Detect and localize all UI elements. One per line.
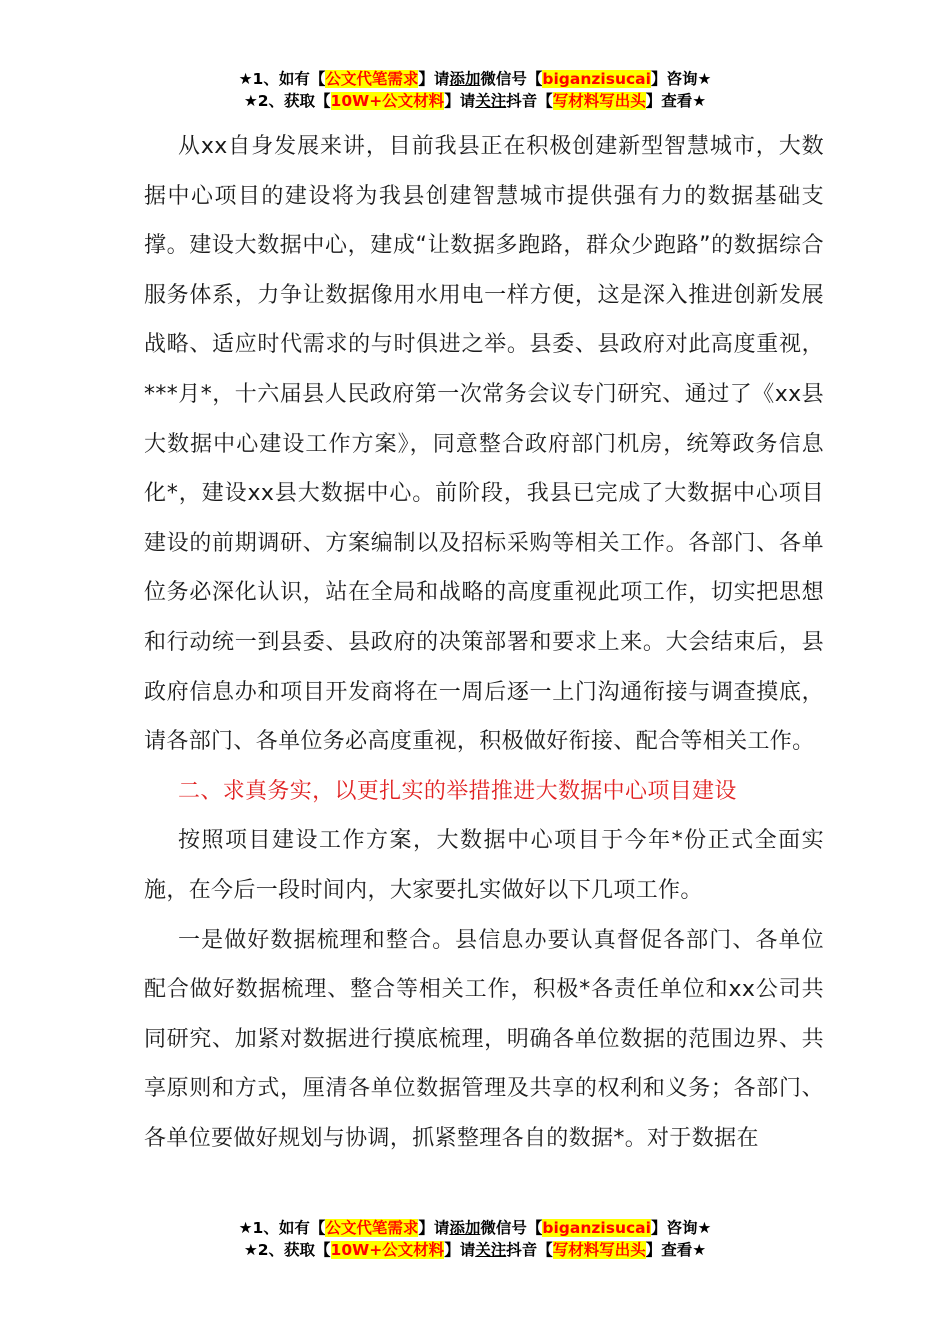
- promo-highlight-douyin: 写材料写出头: [552, 92, 646, 110]
- promo-highlight-service: 公文代笔需求: [325, 1219, 419, 1237]
- document-body: [144, 122, 824, 1163]
- promo-highlight-materials: 10W+公文材料: [330, 1241, 445, 1259]
- promo-highlight-wechat: biganzisucai: [542, 70, 651, 88]
- bottom-promo-banner: [0, 1217, 950, 1261]
- body-paragraph: 一是做好数据梳理和整合。县信息办要认真督促各部门、各单位配合做好数据梳理、整合等相关工作，积极*各责任单位和xx公司共同研究、加紧对数据进行摸底梳理，明确各单位数据的范围边界、共享原则和方式，厘清各单位数据管理及共享的权利和义务；各部门、各单位要做好规划与协调，抓紧整理各自的数据*。对于数据在: [144, 927, 824, 1151]
- body-paragraph: 从xx自身发展来讲，目前我县正在积极创建新型智慧城市，大数据中心项目的建设将为我县创建智慧城市提供强有力的数据基础支撑。建设大数据中心，建成“让数据多跑路，群众少跑路”的数据综合服务体系，力争让数据像用水用电一样方便，这是深入推进创新发展战略、适应时代需求的与时俱进之举。县委、县政府对此高度重视，***月*，十六届县人民政府第一次常务会议专门研究、通过了《xx县大数据中心建设工作方案》，同意整合政府部门机房，统筹政务信息化*，建设xx县大数据中心。前阶段，我县已完成了大数据中心项目建设的前期调研、方案编制以及招标采购等相关工作。各部门、各单位务必深化认识，站在全局和战略的高度重视此项工作，切实把思想和行动统一到县委、县政府的决策部署和要求上来。大会结束后，县政府信息办和项目开发商将在一周后逐一上门沟通衔接与调查摸底，请各部门、各单位务必高度重视，积极做好衔接、配合等相关工作。: [144, 134, 824, 755]
- promo-line-1: ★1、如有【公文代笔需求】请添加微信号【biganzisucai】咨询★: [238, 70, 712, 88]
- promo-line-2: ★2、获取【10W+公文材料】请关注抖音【写材料写出头】查看★: [243, 1241, 707, 1259]
- promo-line-1: ★1、如有【公文代笔需求】请添加微信号【biganzisucai】咨询★: [238, 1219, 712, 1237]
- body-paragraph: 按照项目建设工作方案，大数据中心项目于今年*份正式全面实施，在今后一段时间内，大家要扎实做好以下几项工作。: [144, 828, 824, 903]
- promo-highlight-douyin: 写材料写出头: [552, 1241, 646, 1259]
- promo-line-2: ★2、获取【10W+公文材料】请关注抖音【写材料写出头】查看★: [243, 92, 707, 110]
- promo-highlight-materials: 10W+公文材料: [330, 92, 445, 110]
- section-heading: 二、求真务实，以更扎实的举措推进大数据中心项目建设: [178, 778, 737, 804]
- top-promo-banner: [0, 68, 950, 112]
- promo-highlight-service: 公文代笔需求: [325, 70, 419, 88]
- promo-highlight-wechat: biganzisucai: [542, 1219, 651, 1237]
